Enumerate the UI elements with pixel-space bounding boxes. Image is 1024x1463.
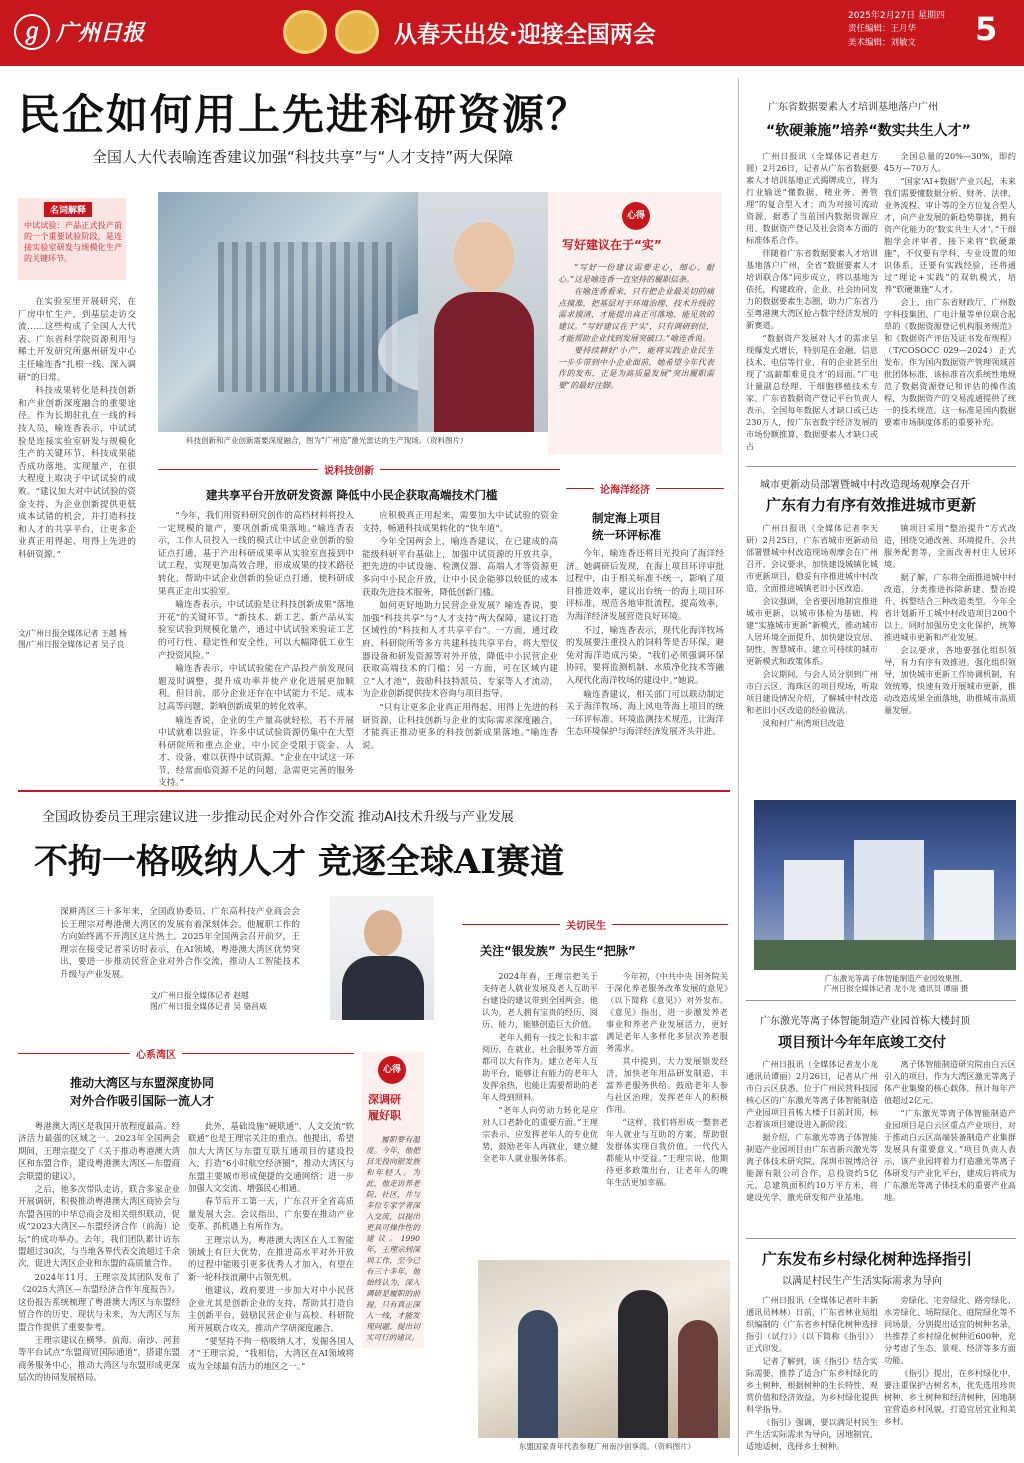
factory-photo-caption: 科技创新和产业创新需要深度融合，图为“广州造”激光雷达的生产现场。（资料图片） bbox=[186, 436, 468, 445]
second-kicker: 全国政协委员王理宗建议进一步推动民企对外合作交流 推动AI技术升级与产业发展 bbox=[42, 810, 514, 825]
bay-column-1 bbox=[18, 1120, 180, 1456]
ocean-title: 制定海上项目 统一环评标准 bbox=[592, 511, 661, 542]
paragraph: 今年，喻连香还将目光投向了海洋经济。她调研后发现，在海上项目环评审批过程中，由于相关标准不统一，影响了项目推进效率，建议出台统一的海上项目环评标准，规范各地审批流程，提高效率，为海洋经济发展营造良好环境。 bbox=[566, 549, 724, 622]
paragraph: 今年全国两会上，喻连香建议，在已建成的高能级科研平台基础上，加强中试资源的开放共享，把先进的中试设施、检测仪器、高端人才等资源更多向中小民企开放，让中小民企能够以较低的成本获取先进技术服务，降低创新门槛。 bbox=[362, 537, 558, 598]
section-ocean: 论海洋经济 bbox=[594, 481, 656, 496]
wang-portrait-photo bbox=[330, 896, 434, 1020]
paragraph: 春节后开工第一天，广东召开全省高质量发展大会。会议指出，广东要在推动产业变革、抓机遇上有所作为。 bbox=[188, 1196, 354, 1232]
glossary-text: 中试试验：产品正式投产前的一个重要试验阶段，是连接实验室研发与规模化生产的关键环节。 bbox=[24, 221, 122, 263]
paragraph: 喻连香表示，中试试验是让科技创新成果“落地开花”的关键环节。“新技术、新工艺、新产品从实验室试验到规模化量产，通过中试试验来验证工艺的可行性、稳定性和安全性，可以大幅降低工业生产投资风险。” bbox=[158, 600, 354, 661]
paper-name: 广州日报 bbox=[56, 20, 145, 46]
paragraph: 凤和村广州湾项目改造 bbox=[762, 718, 845, 728]
paragraph: 会上，由广东省财政厅、广州数字科技集团、广电计量等单位联合起草的《数据资源登记机构服务规范》和《数据资产评估及证书发布规程》（T/COSOCC 029—2024）正式发布。作为国内数据资产管理领域首批团体标准，该标准首次系统性地规范了数据资源登记和评估的操作流程，为数据资产的交易流通提供了统一的技术规范。这一标准是国内数据要素市场制度体系的重要补充。 bbox=[884, 297, 1016, 427]
people-title: 关注“银发族” 为民生“把脉” bbox=[480, 944, 636, 958]
lead-headline: 民企如何用上先进科研资源？ bbox=[18, 90, 591, 139]
paragraph: 要持续耕好'小产'，能将实践企业民生一步步带到中小企业面前，她希望今年代表作的发布，正是为高质量发展“突出履职需要”的最好注脚。 bbox=[558, 346, 714, 390]
xinde2-title: 深调研 履好职 bbox=[368, 1093, 401, 1122]
paragraph: 王理宗建议在横琴、前海、南沙、河套等平台试点“东盟商贸国际通道”，搭建东盟商务服务中心，推动大湾区与东盟形成更深层次的协同发展格局。 bbox=[18, 1334, 180, 1383]
right-mid-column-2 bbox=[884, 522, 1016, 792]
art-editor-credit: 美术编辑：刘敏文 bbox=[848, 38, 917, 48]
second-byline: 文/广州日报全媒体记者 赵越 图/广州日报全媒体记者 吴 骆昌威 bbox=[150, 991, 267, 1011]
xinde-tag: 心得 bbox=[622, 202, 650, 230]
paragraph: 会议要求，各地要强化组织领导，有力有序有效推进。强化组织领导，加快城市更新工作协调机制，有效统筹，快速有效开展城市更新，推动改造成果全面落地，助推城市高质量发展。 bbox=[884, 645, 1016, 715]
paragraph: 广州日报讯（全媒体记者龙小龙 通讯员谭丽）2月26日，记者从广州市白云区获悉，位于广州民营科技园核心区的广东激光等离子体智能制造产业园项目首栋大楼于日前封顶，标志着该项目建设进入新阶段。 bbox=[746, 1059, 878, 1129]
paragraph: “今年，我们用资料研究创作的高档材料将投入一定规模的量产，要巩创新成果落地。”喻连香表示，工作人员投入一线的模式让中试企业创新的验证点打通，基于产出科研成果率从实验室直接到中试工程，实现更加高效合理，形成成果的技术路径转化，帮助中试企业创新的验证点打通，使科研成果真正走出实验室。 bbox=[158, 511, 354, 597]
divider bbox=[18, 1053, 354, 1054]
paragraph: 广州日报讯（全媒体记者叶丰新 通讯员林林）日前，广东省林业局组织编制的《广东省乡村绿化树种选择指引（试行）》（以下简称《指引》）正式印发。 bbox=[746, 1295, 878, 1353]
section-bay: 心系湾区 bbox=[130, 1046, 182, 1061]
issue-date: 2025年2月27日 星期四 bbox=[848, 11, 945, 21]
paragraph: 镇项目采用“整治提升”方式改造，围绕交通改善、环境提升、公共服务配套等，全面改善村庄人居环境。 bbox=[884, 523, 1016, 569]
paragraph: 王理宗认为，粤港澳大湾区在人工智能领域上有巨大优势，在推进高水平对外开放的过程中能吸引更多优秀人才加入，有望在新一轮科技浪潮中占领先机。 bbox=[188, 1234, 354, 1282]
paragraph: 其中提到，大力发展银发经济，加快老年用品研发制造，丰富养老服务供给。鼓励老年人参与社区治理，发挥老年人的积极作用。 bbox=[606, 1056, 728, 1114]
paragraph: 据了解，广东将全面推进城中村改造，分类推进拆除新建、整治提升、拆整结合三种改造类型。今年全省计划新开工城中村改造项目200个以上，同时加强历史文化保护，统筹推进城市更新和产业发展。 bbox=[884, 572, 1016, 642]
paragraph: 据介绍，广东激光等离子体智能制造产业园项目由广东省新兴激光等离子体技术研究院、深圳市锐博洽谷能源有限公司合作，总投资约5亿元，总建筑面积约10万平方米，将建设光学、激光研发和产业基地。 bbox=[746, 1132, 878, 1202]
paragraph: “要坚持不拘一格吸纳人才，发掘各国人才”王理宗说，“我相信，大湾区在AI领域将成为全球最有活力的地区之一。” bbox=[188, 1335, 354, 1371]
paragraph: 记者了解到，该《指引》结合实际需要，推荐了适合广东乡村绿化的乡土树种，根据树种的生长特性、观赏价值和经济效益，为乡村绿化提供科学指导。 bbox=[746, 1356, 878, 1414]
masthead bbox=[0, 0, 1024, 66]
xinde-text bbox=[558, 262, 714, 448]
paragraph: “写好一份建议需要走心、细心、耐心。”这是喻连香一直坚持的履职信条。 bbox=[558, 263, 714, 284]
paragraph: 科技成果转化是科技创新和产业创新深度融合的重要途径。作为长期驻扎在一线的科技人员，喻连香表示，中试试验是连接实验室研发与规模化生产的关键环节，科技成果能否成功落地，实现量产，在很大程度上取决于中试试验的成败。“建议加大对中试试验的资金支持，为企业创新提供更低成本试错的机会，并打造科技和人才的共享平台，让更多企业真正用得起、用得上先进的科研资源。” bbox=[18, 386, 136, 560]
right-low-headline: 项目预计今年年底竣工交付 bbox=[778, 1035, 946, 1051]
banner-title: 从春天出发·迎接全国两会 bbox=[394, 22, 656, 48]
people-column-2 bbox=[606, 970, 728, 1187]
right-top-column-1 bbox=[746, 150, 878, 451]
paragraph: “国家‘AI+数据’产业兴起，未来我们需要懂数据分析、财务、法律、业务流程、审计等的全方位复合型人才，向产业发展的新趋势靠拢，拥有资产化能力的‘数实共生人才’。”干细胞学会评审者，接下来将“软硬兼施”，不仅要有学科、专业设置的知识体系，还要有实践经验，还将通过“理论+实践”的双轨模式，培养“软硬兼施”人才。 bbox=[884, 176, 1016, 294]
section-people: 关切民生 bbox=[560, 917, 612, 932]
right-bottom-subhead: 以满足村民生产生活实际需求为导向 bbox=[782, 1276, 942, 1287]
second-intro: 深耕湾区三十多年来，全国政协委员、广东高科技产业商会会长王理宗对粤港澳大湾区的发展有着深刻体会。他履职工作的方向始终离不开湾区这片热土。2025年全国两会召开前夕，王理宗在接受记者采访时表示，在AI领域，粤港澳大湾区优势突出，要进一步推动民营企业对外合作交流，推动人工智能技术升级与产业发展。 bbox=[60, 907, 300, 980]
section-tech: 说科技创新 bbox=[318, 462, 380, 477]
right-low-kicker: 广东激光等离子体智能制造产业园首栋大楼封顶 bbox=[760, 1016, 970, 1027]
paragraph: 《指引》强调，要以满足村民生产生活实际需求为导向，因地制宜、适地适树，选择乡土树种。 bbox=[746, 1417, 878, 1451]
xinde2-tag: 心得 bbox=[378, 1056, 406, 1084]
right-mid-kicker: 城市更新动员部署暨城中村改造现场观摩会召开 bbox=[760, 480, 970, 491]
column-divider bbox=[738, 78, 739, 1456]
right-top-column-2 bbox=[884, 150, 1016, 446]
right-low-column-2 bbox=[884, 1058, 1016, 1232]
paragraph: 如何更好地助力民营企业发展？喻连香说，要加强“科技共享”与“人才支持”两大保障，建议打造区域性的“科技和人才共享平台”。一方面，通过政府、科研院所等多方共建科技共享平台，将大型仪器设备和研发资源等对外开放，降低中小民营企业获取高端技术的门槛；另一方面，可在区域内建立“人才池”，鼓励科技特派员、专家等人才流动，为企业创新提供技术咨询与项目指导。 bbox=[362, 601, 558, 700]
industrial-park-caption: 广东激光等离子体智能制造产业园效果图。 广州日报全媒体记者 龙小龙 通讯员 谭丽 摄 bbox=[823, 974, 969, 993]
glossary-box bbox=[18, 198, 126, 280]
paragraph: 此外，基础设施“硬联通”、人文交流“软联通”也是王理宗关注的重点。他提出，希望加大大湾区与东盟互联互通项目的建设投入，打造“6小时航空经济圈”，推动大湾区与东盟主要城市形成便捷的交通网络；进一步加强人文交流、增强民心相通。 bbox=[188, 1121, 354, 1194]
xinde-title: 写好建议在于“实” bbox=[562, 238, 662, 252]
paragraph: “老年人向劳动力转化是应对人口老龄化的重要方面。”王理宗表示，应发挥老年人的专业优势，鼓励老年人再就业，建立健全老年人就业服务体系。 bbox=[482, 1105, 598, 1163]
paragraph: “数据资产发展对人才的需求呈现爆发式增长，特别是在金融、信息技术、电信等行业，有的企业甚至出现了‘高薪都难觅良才’的局面。”广电计量副总经理、干细胞移植技术专家、广东省数据资产登记平台负责人表示，全国每年数据人才缺口或已达230万人，按广东省数字经济发展的市场份额推算，数据要素人才缺口或占 bbox=[746, 333, 878, 451]
paragraph: 他建议，政府要进一步加大对中小民营企业尤其是创新企业的支持，帮助其打造自主创新平台，鼓励民营企业与高校、科研院所开展联合攻关，推动产学研深度融合。 bbox=[188, 1285, 354, 1333]
lead-subhead: 全国人大代表喻连香建议加强“科技共享”与“人才支持”两大保障 bbox=[92, 148, 514, 166]
right-mid-column-1 bbox=[746, 522, 878, 792]
paragraph: 离子体智能制造研究院由白云区引入的项目，作为大湾区激光等离子体产业集聚的核心载体，预计每年产值超过2亿元。 bbox=[884, 1059, 1016, 1105]
people-column-1 bbox=[482, 970, 598, 1163]
paragraph: 喻连香表示，中试试验能在产品投产前发现问题及时调整，提升成功率并使产业化进展更加顺利。但目前，部分企业还存在中试能力不足、成本过高等问题，影响创新成果的转化效率。 bbox=[158, 664, 354, 712]
paragraph: 喻连香说，企业的生产量高就轻松，若不开展中试就难以验证，许多中试试验资源仍集中在大型科研院所和重点企业，中小民企受限于资金、人才、设备，难以获得中试资源。“企业在中试这一环节，经常面临资源不足的问题，急需更完善的服务支持。” bbox=[158, 715, 354, 789]
right-top-kicker: 广东省数据要素人才培训基地落户广州 bbox=[768, 102, 938, 113]
paragraph: 2024年11月，王理宗及其团队发布了《2025大湾区—东盟经济合作年度报告》。这份报告系统梳理了粤港澳大湾区与东盟经贸合作的历史、现状与未来，为大湾区与东盟合作提供了重要参考。 bbox=[18, 1271, 180, 1332]
right-mid-headline: 广东有力有序有效推进城市更新 bbox=[766, 496, 977, 514]
paragraph: 广州日报讯（全媒体记者李天研）2月25日，广东省城市更新动员部署暨城中村改造现场观摩会在广州召开。会议要求，加快建设城镇化城市更新项目，稳妥有序推进城中村改造，全面推进城镇老旧小区改造。 bbox=[746, 523, 878, 593]
paragraph: “这样，我们将形成一整套老年人就业与互助的方案，帮助银发群体实现自我价值，一代代人都能从中受益。”王理宗说，他期待更多政策出台，让老年人的晚年生活更加幸福。 bbox=[606, 1117, 728, 1187]
paper-logo: ℊ bbox=[14, 14, 50, 50]
tech-title: 建共享平台开放研发资源 降低中小民企获取高端技术门槛 bbox=[206, 488, 498, 502]
lead-intro-column bbox=[18, 296, 136, 596]
paragraph: 会议强调，全省要因地制宜推进城市更新，以城市体检为基础，构建“实施城市更新”新模式，推动城市人居环境全面提升，加快建设宜居、韧性、智慧城市。建立可持续的城市更新模式和政策体系。 bbox=[746, 596, 878, 666]
paragraph: 之后，他多次带队走访，联合多家企业开展调研，积极推动粤港澳大湾区商协会与东盟各国的中华总商会及相关组织联动，促成“2023大湾区—东盟经济合作（前海）论坛”的成功举办。去年，我们团队累计访东盟超过30次，与当地各界代表交流超过千余次，促进大湾区企业和东盟的高质量合作。 bbox=[18, 1184, 180, 1269]
xinde2-box bbox=[362, 1052, 424, 1348]
page-number: 5 bbox=[975, 10, 998, 48]
paragraph: 在实验室里开展研究，在厂房中忙生产，到基层走访交流……这些构成了全国人大代表、广东省科学院资源利用与稀土开发研究所惠州研发中心主任喻连香“扎根一线、深入调研”的日常。 bbox=[18, 297, 136, 383]
paragraph: 广州日报讯（全媒体记者赵方圆）2月26日，记者从广东省数据要素人才培训基地正式揭牌成立，将为行业输送“懂数据、精业务、善管理”的复合型人才；而为对接可流动资源，据悉了当前国内数据资源应用、数据资产登记及社会资本方面的标准体系合作。 bbox=[746, 151, 878, 245]
divider bbox=[746, 1238, 1016, 1239]
paragraph: 在喻连香看来，只有把企业最关切的痛点摸准，把基层对于环境治理、技术升级的需求摸清，才能提出真正可落地、能见效的建议。“写好建议在于‘实’，只有调研到位，才能帮助企业找到发展突破口。”喻连香说。 bbox=[558, 287, 714, 343]
asean-youth-caption: 东盟国家青年代表参观广州南沙创享湾。（资料图片） bbox=[518, 1442, 696, 1451]
divider bbox=[746, 1000, 1016, 1001]
editor-credit: 责任编辑：王月华 bbox=[848, 24, 917, 34]
paragraph: 《指引》提出，在乡村绿化中，要注重保护古树名木，优先选用珍贵树种、乡土树种和经济树种，因地制宜营造乡村风貌，打造宜居宜业和美乡村。 bbox=[884, 1368, 1016, 1426]
right-bottom-column-2 bbox=[884, 1294, 1016, 1454]
paragraph: 旁绿化、宅旁绿化、路旁绿化、水旁绿化、场院绿化、庭院绿化等不同场景，分别提出适宜的树种名录，共推荐了乡村绿化树种近600种，充分考虑了生态、景观、经济等多方面功能。 bbox=[884, 1295, 1016, 1365]
xinde-box bbox=[548, 192, 722, 454]
paragraph: 今年初，《中共中央 国务院关于深化养老服务改革发展的意见》（以下简称《意见》）对外发布。《意见》指出，进一步激发养老事业和养老产业发展活力，更好满足老年人多样化多层次养老服务需求。 bbox=[606, 971, 728, 1053]
paragraph: 老年人拥有一技之长和丰富阅历，在就业、社会服务等方面都可以大有作为。建立老年人互助平台，能够让有能力的老年人发挥余热，也能让需要帮助的老年人得到照料。 bbox=[482, 1032, 598, 1102]
paragraph: 全国总量的20%—30%，即约45万—70万人。 bbox=[884, 151, 1016, 173]
cppcc-emblem-icon bbox=[335, 10, 379, 54]
portrait-photo bbox=[418, 192, 548, 432]
paragraph: 会议期间，与会人员分别到广州市白云区、海珠区的项目现场，听取项目建设情况介绍，了解城中村改造和老旧小区改造的经验做法。 bbox=[746, 669, 878, 715]
paragraph: 应积极真正用起来，需要加大中试试验的资金支持，畅通科技成果转化的“快车道”。 bbox=[362, 511, 558, 534]
paragraph: 粤港澳大湾区是我国开放程度最高、经济活力最强的区域之一。2023年全国两会期间，王理宗提交了《关于推动粤港澳大湾区和东盟合作，建设粤港澳大湾区—东盟商会联盟的建议》。 bbox=[18, 1121, 180, 1181]
tech-column-1 bbox=[158, 510, 354, 789]
xinde2-text: 履职要有温度。今年，他把目光投向银发族和年轻人。为此，他走访养老院、社区，并与多位专家学者深入交流，以提出更具可操作性的建议。1990年，王理宗到深圳工作，至今已有三十多年，他始终认为，深入调研是履职的前提，只有真正深入一线，才能发现问题、提出切实可行的建议。 bbox=[366, 1135, 420, 1342]
asean-youth-photo bbox=[478, 1260, 730, 1438]
lead-intro-byline: 文/广州日报全媒体记者 王越 杨 图/广州日报全媒体记者 吴子良 bbox=[18, 629, 127, 649]
divider bbox=[746, 466, 1016, 467]
second-headline: 不拘一格吸纳人才 竞逐全球AI赛道 bbox=[34, 842, 565, 882]
right-bottom-column-1 bbox=[746, 1294, 878, 1454]
paragraph: 不过，喻连香表示，现代化海洋牧场的发展要注重投入的饲料等是否环保，避免对海洋造成污染。“我们必须强调环保协同，要将监测机制、水质净化技术等融入现代化海洋牧场的建设中。”她说。 bbox=[566, 625, 724, 686]
paragraph: 伴随着广东省数据要素人才培训基地落户广州，全省“数据要素人才培训联合体”同步成立，将以基地为依托，构建政府、企业、社会协同发力的数据要素生态圈，助力广东省乃至粤港澳大湾区抢占数字经济发展的新赛道。 bbox=[746, 248, 878, 330]
bay-title: 推动大湾区与东盟深度协同 对外合作吸引国际一流人才 bbox=[70, 1076, 215, 1108]
right-top-headline: “软硬兼施”培养“数实共生人才” bbox=[766, 123, 971, 139]
glossary-title: 名词解释 bbox=[44, 202, 92, 217]
industrial-park-photo bbox=[754, 800, 1016, 970]
right-low-column-1 bbox=[746, 1058, 878, 1232]
paragraph: 2024年春，王理宗把关于支持老人就业发展及老人互助平台建设的建议带到全国两会。他认为，老人拥有宝贵的经历、阅历、能力，能够创造巨大价值。 bbox=[482, 971, 598, 1029]
paragraph: 喻连香建议，相关部门可以联动制定关于海洋牧场、海上风电等海上项目的统一环评标准、环境监测技术规范，让海洋生态环境保护与海洋经济发展齐头并进。 bbox=[566, 689, 724, 738]
emblem-icon bbox=[283, 10, 327, 54]
divider bbox=[18, 790, 730, 792]
paragraph: “只有让更多企业真正用得起、用得上先进的科研资源，让科技创新与企业的实际需求深度融合，才能真正推动更多的科技创新成果落地。”喻连香说。 bbox=[362, 702, 558, 751]
ocean-column bbox=[566, 548, 724, 780]
paragraph: “广东激光等离子体智能制造产业园项目是白云区重点产业项目，对于推动白云区高端装备制造产业集群发展具有重要意义。”项目负责人表示，该产业园将着力打造激光等离子体研发与产业化平台，建成后将成为广东激光等离子体技术的重要产业高地。 bbox=[884, 1108, 1016, 1202]
tech-column-2 bbox=[362, 510, 558, 780]
right-bottom-headline: 广东发布乡村绿化树种选择指引 bbox=[762, 1250, 973, 1268]
bay-column-2 bbox=[188, 1120, 354, 1456]
